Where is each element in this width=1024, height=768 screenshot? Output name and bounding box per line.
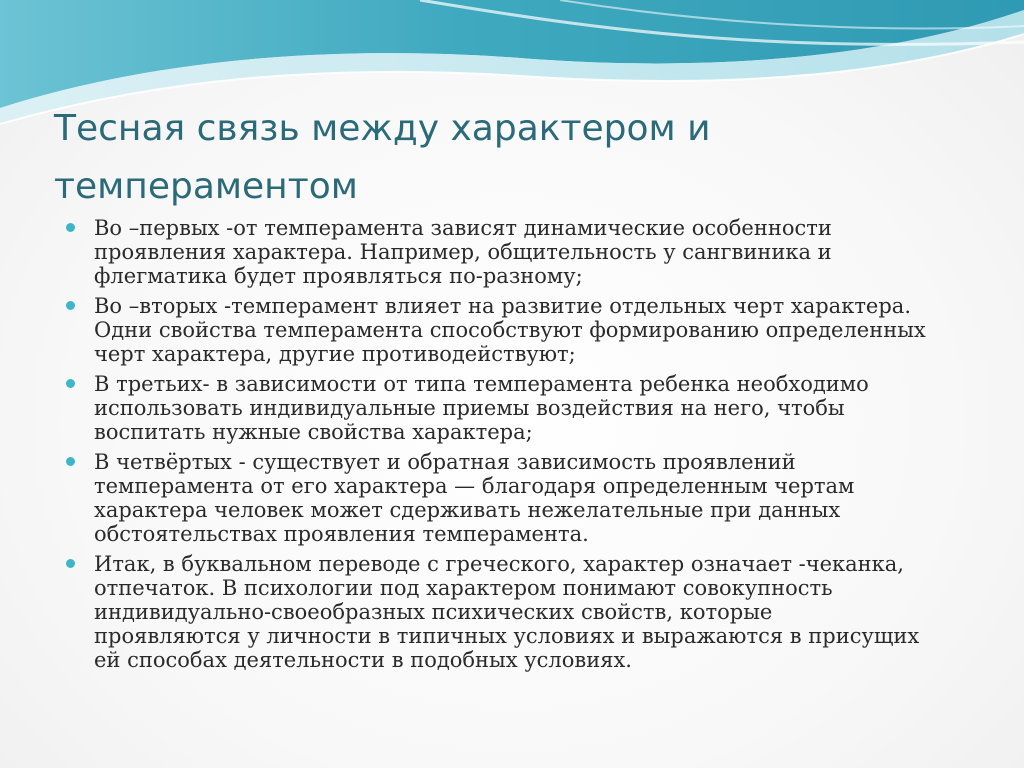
bullet-line: темперамента от его характера — благодаря определенным чертам bbox=[94, 474, 855, 498]
bullet-dot-icon bbox=[66, 223, 75, 232]
bullet-line: отпечаток. В психологии под характером понимают совокупность bbox=[94, 576, 833, 600]
slide-title bbox=[54, 100, 954, 216]
bullet-line: проявляются у личности в типичных условиях и выражаются в присущих bbox=[94, 624, 920, 648]
bullet-line: характера человек может сдерживать нежелательные при данных bbox=[94, 498, 841, 522]
bullet-line: Одни свойства темперамента способствуют формированию определенных bbox=[94, 318, 926, 342]
bullet-line: воспитать нужные свойства характера; bbox=[94, 420, 533, 444]
slide-title-line-1: Тесная связь между характером и bbox=[54, 108, 711, 149]
slide-title-line-2: темпераментом bbox=[54, 166, 358, 207]
bullet-dot-icon bbox=[66, 457, 75, 466]
bullet-dot-icon bbox=[66, 559, 75, 568]
bullet-line: В третьих- в зависимости от типа темперамента ребенка необходимо bbox=[94, 372, 869, 396]
bullet-line: ей способах деятельности в подобных условиях. bbox=[94, 648, 632, 672]
bullet-line: индивидуально-своеобразных психических свойств, которые bbox=[94, 600, 773, 624]
bullet-item-2 bbox=[70, 294, 970, 366]
bullet-item-1 bbox=[70, 216, 970, 288]
bullet-line: Итак, в буквальном переводе с греческого, характер означает -чеканка, bbox=[94, 552, 904, 576]
bullet-line: обстоятельствах проявления темперамента. bbox=[94, 522, 589, 546]
bullet-line: черт характера, другие противодействуют; bbox=[94, 342, 576, 366]
bullet-dot-icon bbox=[66, 301, 75, 310]
bullet-line: В четвёртых - существует и обратная зависимость проявлений bbox=[94, 450, 796, 474]
bullet-line: проявления характера. Например, общительность у сангвиника и bbox=[94, 240, 832, 264]
bullet-item-4 bbox=[70, 450, 970, 546]
bullet-list bbox=[70, 216, 970, 678]
bullet-item-3 bbox=[70, 372, 970, 444]
bullet-item-5 bbox=[70, 552, 970, 672]
bullet-line: флегматика будет проявляться по-разному; bbox=[94, 264, 583, 288]
bullet-line: Во –первых -от темперамента зависят динамические особенности bbox=[94, 216, 832, 240]
bullet-line: Во –вторых -темперамент влияет на развитие отдельных черт характера. bbox=[94, 294, 912, 318]
bullet-line: использовать индивидуальные приемы воздействия на него, чтобы bbox=[94, 396, 845, 420]
bullet-dot-icon bbox=[66, 379, 75, 388]
